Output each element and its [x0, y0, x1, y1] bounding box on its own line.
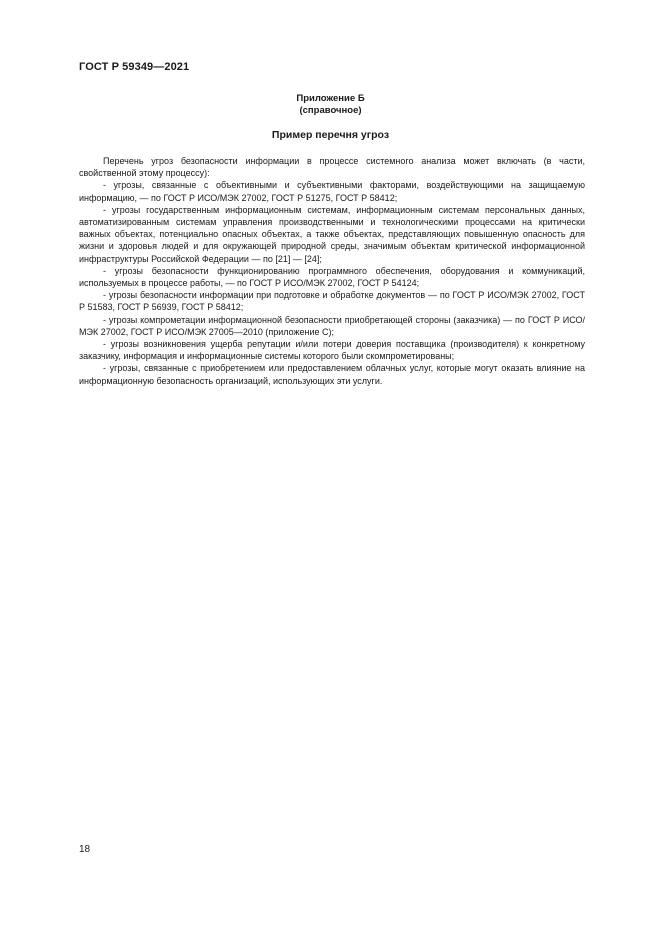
list-item: - угрозы, связанные с приобретением или предоставлением облачных услуг, которые могут оказать влияние на информационную безопасность организаций, использующих эти услуги. [79, 363, 585, 386]
list-item: - угрозы безопасности функционированию программного обеспечения, оборудования и коммуникаций, используемых в процессе работы, — по ГОСТ Р ИСО/МЭК 27002, ГОСТ Р 54124; [79, 265, 585, 289]
list-item: - угрозы возникновения ущерба репутации и/или потери доверия поставщика (производителя) к конкретному заказчику, информация и информационные системы которого были скомпрометированы; [79, 339, 585, 362]
list-item: - угрозы государственным информационным системам, информационным системам персональных данных, автоматизированным системам управления производственными и технологическими процессами на критически важных объектах, потенциально опасных объектах, а также объектах, представляющих повышенную опасность для жизни и здоровья людей и для окружающей природной среды, значимым объектам критической информационной инфраструктуры Российской Федерации — по [21] — [24]; [79, 204, 585, 264]
appendix-note: (справочное) [299, 105, 362, 116]
section-title: Пример перечня угроз [271, 129, 390, 141]
standard-code-header: ГОСТ Р 59349—2021 [79, 61, 190, 73]
page-number: 18 [79, 844, 91, 855]
intro-paragraph: Перечень угроз безопасности информации в процессе системного анализа может включать (в части, свойственной этому процессу): [79, 156, 585, 179]
document-body [79, 155, 585, 387]
appendix-title: Приложение Б [296, 93, 365, 104]
list-item: - угрозы, связанные с объективными и субъективными факторами, воздействующими на защищаемую информацию, — по ГОСТ Р ИСО/МЭК 27002, ГОСТ Р 51275, ГОСТ Р 58412; [79, 180, 585, 203]
list-item: - угрозы безопасности информации при подготовке и обработке документов — по ГОСТ Р ИСО/МЭК 27002, ГОСТ Р 51583, ГОСТ Р 56939, ГОСТ Р 58412; [79, 290, 585, 313]
list-item: - угрозы компрометации информационной безопасности приобретающей стороны (заказчика) — по ГОСТ Р ИСО/МЭК 27002, ГОСТ Р ИСО/МЭК 27005—2010 (приложение С); [79, 314, 585, 337]
